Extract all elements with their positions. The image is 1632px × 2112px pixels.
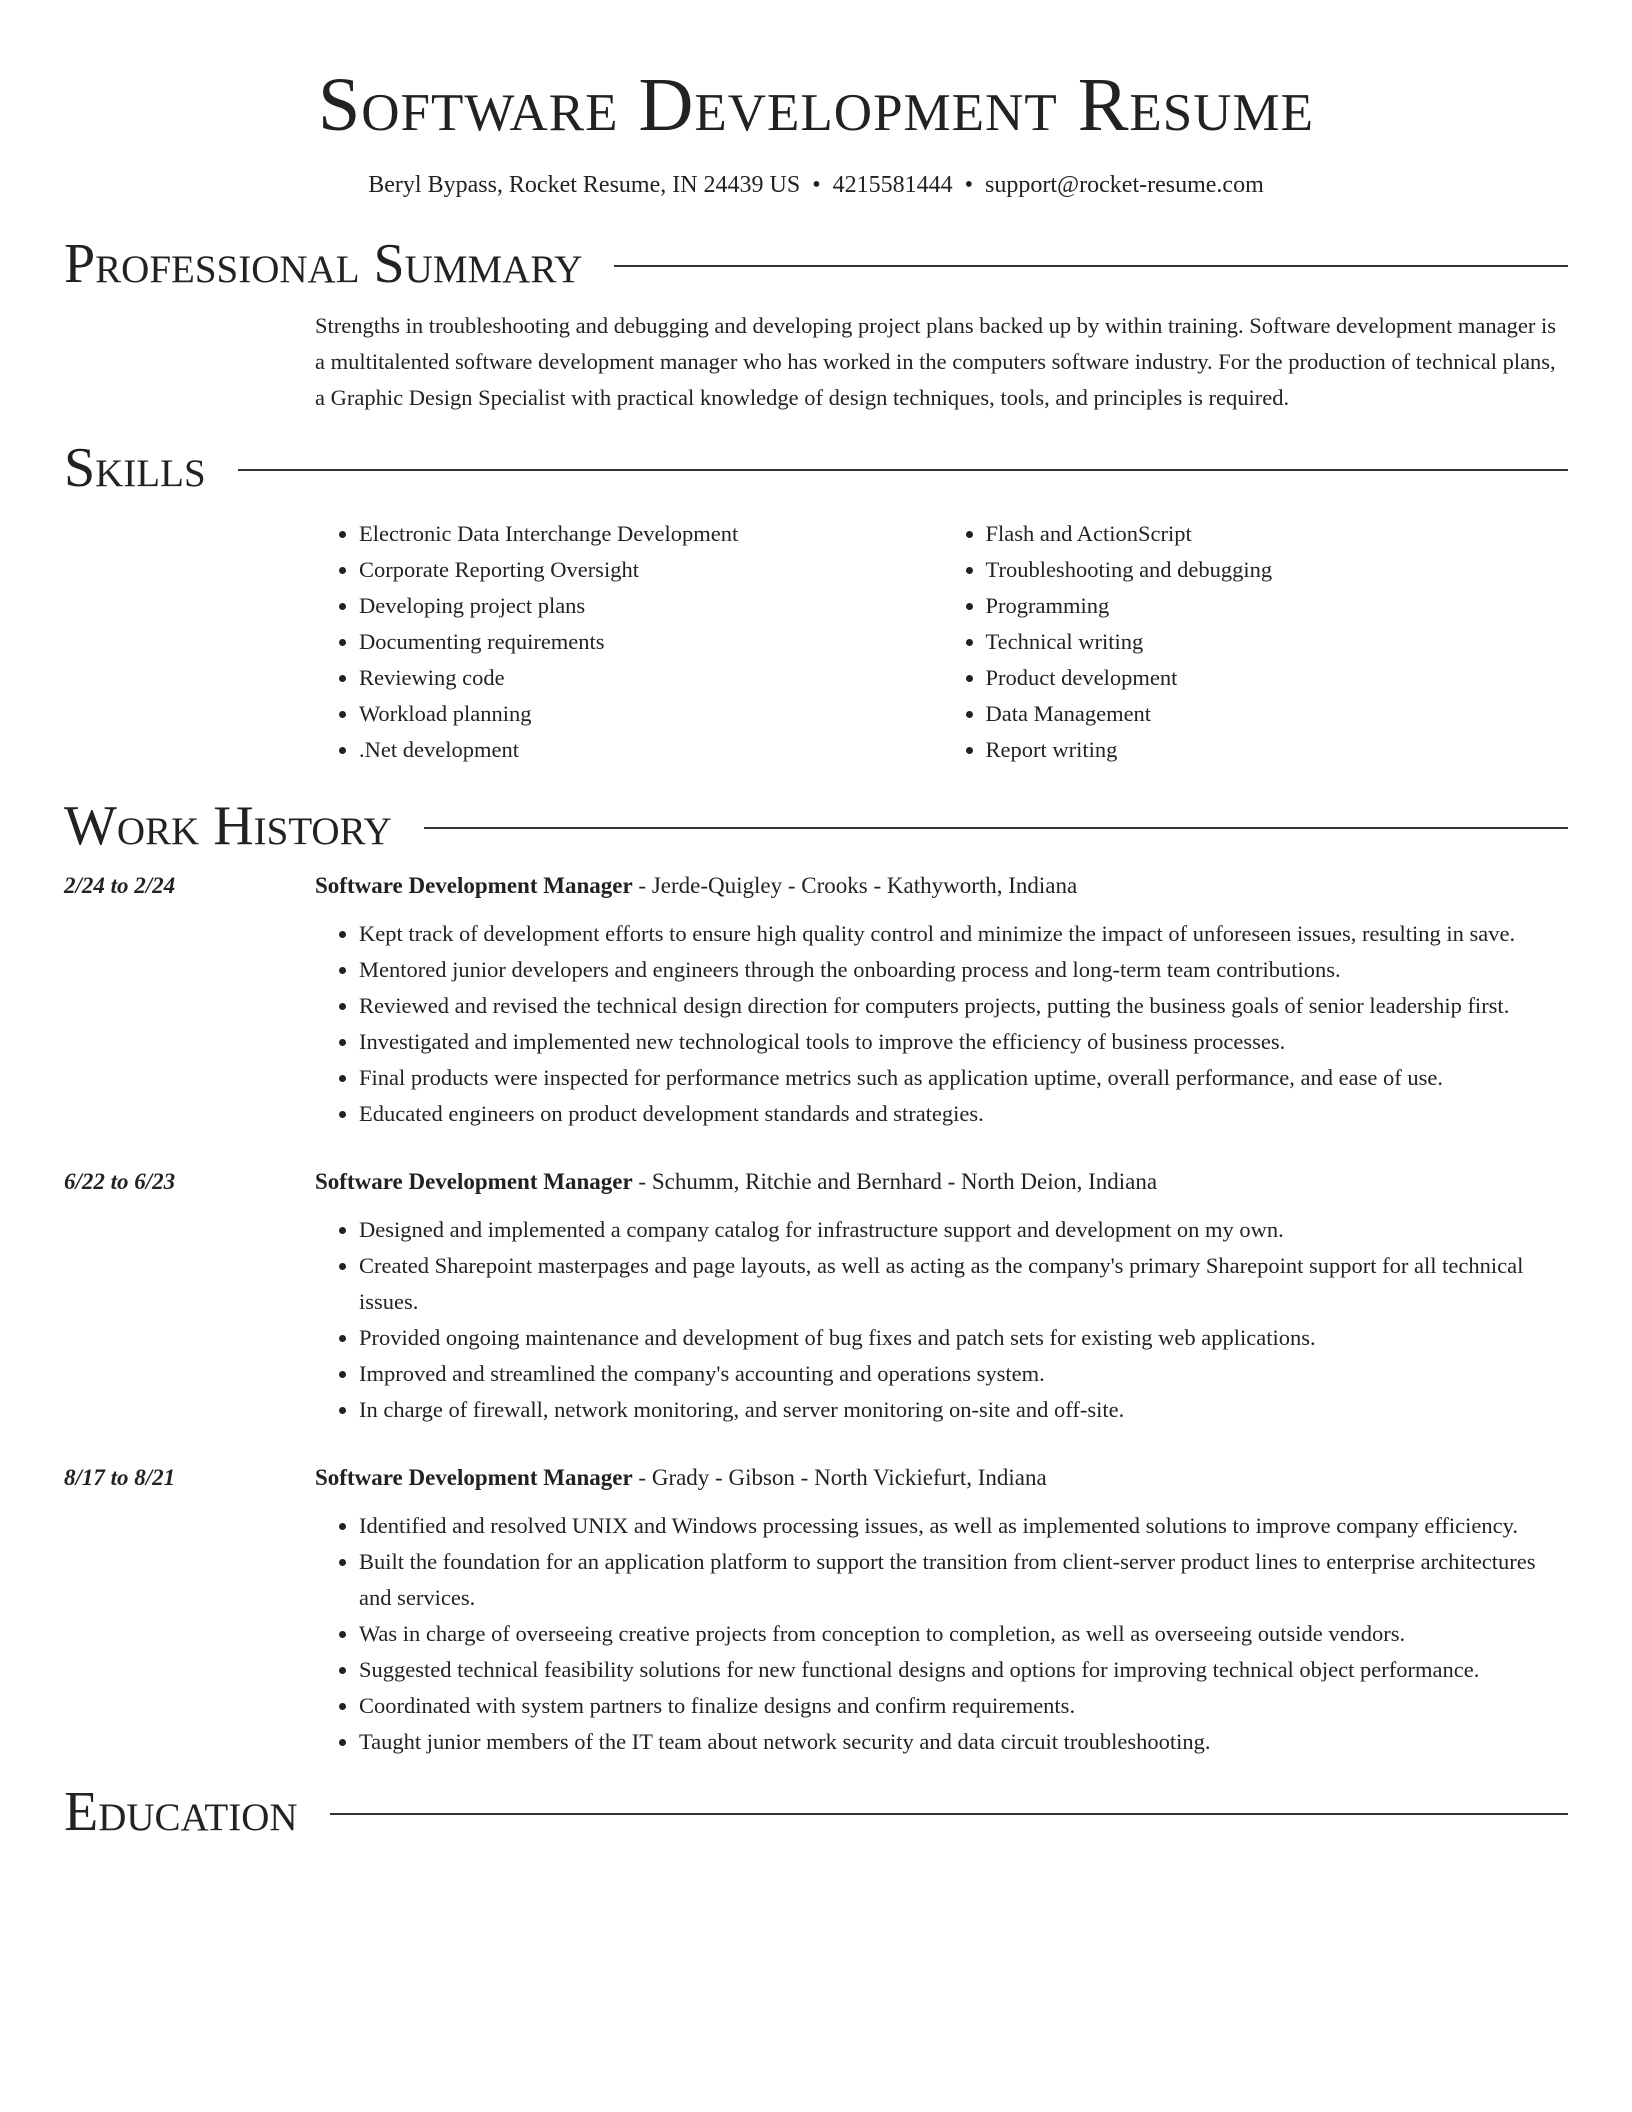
contact-separator: • bbox=[812, 172, 821, 198]
list-item: • Troubleshooting and debugging bbox=[986, 552, 1569, 588]
list-item: • Identified and resolved UNIX and Windows processing issues, as well as implemented solutions to improve company efficiency. bbox=[359, 1508, 1568, 1544]
summary-section-header bbox=[64, 232, 1568, 296]
list-item: • Improved and streamlined the company's accounting and operations system. bbox=[359, 1356, 1568, 1392]
job-employer-location: - Jerde-Quigley - Crooks - Kathyworth, Indiana bbox=[632, 873, 1078, 898]
list-item: • Educated engineers on product development standards and strategies. bbox=[359, 1096, 1568, 1132]
list-item: • Report writing bbox=[986, 732, 1569, 768]
list-item: • Product development bbox=[986, 660, 1569, 696]
contact-email: support@rocket-resume.com bbox=[985, 172, 1264, 198]
list-item: • In charge of firewall, network monitoring, and server monitoring on-site and off-site. bbox=[359, 1392, 1568, 1428]
list-item: • Investigated and implemented new technological tools to improve the efficiency of business processes. bbox=[359, 1024, 1568, 1060]
skills-list-right bbox=[942, 516, 1569, 768]
list-item: • Provided ongoing maintenance and development of bug fixes and patch sets for existing web applications. bbox=[359, 1320, 1568, 1356]
list-item: • Created Sharepoint masterpages and page layouts, as well as acting as the company's primary Sharepoint support for all technical issues. bbox=[359, 1248, 1568, 1320]
skills-section-header bbox=[64, 436, 1568, 500]
contact-line bbox=[64, 170, 1568, 200]
job-title-line bbox=[315, 1164, 1157, 1200]
list-item: • Data Management bbox=[986, 696, 1569, 732]
education-section-header bbox=[64, 1780, 1568, 1844]
job-bullet-list bbox=[315, 1212, 1568, 1428]
list-item: • Built the foundation for an application platform to support the transition from client-server product lines to enterprise architectures and services. bbox=[359, 1544, 1568, 1616]
section-divider bbox=[424, 827, 1568, 829]
list-item: • Flash and ActionScript bbox=[986, 516, 1569, 552]
job-title: Software Development Manager bbox=[315, 1169, 633, 1194]
list-item: • Kept track of development efforts to ensure high quality control and minimize the impact of unforeseen issues, resulting in save. bbox=[359, 916, 1568, 952]
job-dates: 8/17 to 8/21 bbox=[64, 1465, 176, 1490]
job-title-line bbox=[315, 868, 1077, 904]
summary-text: Strengths in troubleshooting and debugging and developing project plans backed up by within training. Software development manager is a multitalented software development manager who has worked in the computers software industry. For the production of technical plans, a Graphic Design Specialist with practical knowledge of design techniques, tools, and principles is required. bbox=[315, 313, 1556, 410]
job-employer-location: - Schumm, Ritchie and Bernhard - North Deion, Indiana bbox=[632, 1169, 1158, 1194]
job-entry bbox=[64, 1460, 1568, 1760]
list-item: • Electronic Data Interchange Development bbox=[359, 516, 942, 552]
document-title: Software Development Resume bbox=[317, 63, 1315, 147]
job-header bbox=[64, 868, 1568, 904]
skills-list-left bbox=[315, 516, 942, 768]
section-divider bbox=[330, 1813, 1568, 1815]
job-dates: 6/22 to 6/23 bbox=[64, 1169, 176, 1194]
skills-columns bbox=[315, 516, 1568, 768]
job-header bbox=[64, 1164, 1568, 1200]
list-item: • Final products were inspected for performance metrics such as application uptime, overall performance, and ease of use. bbox=[359, 1060, 1568, 1096]
job-title: Software Development Manager bbox=[315, 1465, 633, 1490]
list-item: • Corporate Reporting Oversight bbox=[359, 552, 942, 588]
job-dates: 2/24 to 2/24 bbox=[64, 873, 176, 898]
work-history-list bbox=[64, 868, 1568, 1760]
job-entry bbox=[64, 1164, 1568, 1428]
list-item: • Reviewed and revised the technical design direction for computers projects, putting the business goals of senior leadership first. bbox=[359, 988, 1568, 1024]
education-heading: Education bbox=[64, 1781, 298, 1843]
list-item: • Mentored junior developers and engineers through the onboarding process and long-term team contributions. bbox=[359, 952, 1568, 988]
list-item: • Designed and implemented a company catalog for infrastructure support and development on my own. bbox=[359, 1212, 1568, 1248]
list-item: • Coordinated with system partners to finalize designs and confirm requirements. bbox=[359, 1688, 1568, 1724]
job-bullet-list bbox=[315, 916, 1568, 1132]
job-entry bbox=[64, 868, 1568, 1132]
list-item: • Reviewing code bbox=[359, 660, 942, 696]
list-item: • Taught junior members of the IT team about network security and data circuit troubleshooting. bbox=[359, 1724, 1568, 1760]
work-heading: Work History bbox=[64, 795, 392, 857]
list-item: • Documenting requirements bbox=[359, 624, 942, 660]
contact-phone: 4215581444 bbox=[832, 172, 953, 198]
section-divider bbox=[238, 469, 1568, 471]
list-item: • Developing project plans bbox=[359, 588, 942, 624]
job-title-line bbox=[315, 1460, 1047, 1496]
list-item: • Suggested technical feasibility solutions for new functional designs and options for improving technical object performance. bbox=[359, 1652, 1568, 1688]
section-divider bbox=[614, 265, 1568, 267]
job-title: Software Development Manager bbox=[315, 873, 633, 898]
job-bullet-list bbox=[315, 1508, 1568, 1760]
summary-heading: Professional Summary bbox=[64, 233, 583, 295]
list-item: • Was in charge of overseeing creative projects from conception to completion, as well as overseeing outside vendors. bbox=[359, 1616, 1568, 1652]
work-section-header bbox=[64, 794, 1568, 858]
list-item: • Workload planning bbox=[359, 696, 942, 732]
contact-address: Beryl Bypass, Rocket Resume, IN 24439 US bbox=[368, 172, 801, 198]
skills-heading: Skills bbox=[64, 437, 206, 499]
list-item: • Technical writing bbox=[986, 624, 1569, 660]
list-item: • Programming bbox=[986, 588, 1569, 624]
list-item: • .Net development bbox=[359, 732, 942, 768]
contact-separator: • bbox=[964, 172, 974, 198]
job-employer-location: - Grady - Gibson - North Vickiefurt, Indiana bbox=[632, 1465, 1047, 1490]
job-header bbox=[64, 1460, 1568, 1496]
